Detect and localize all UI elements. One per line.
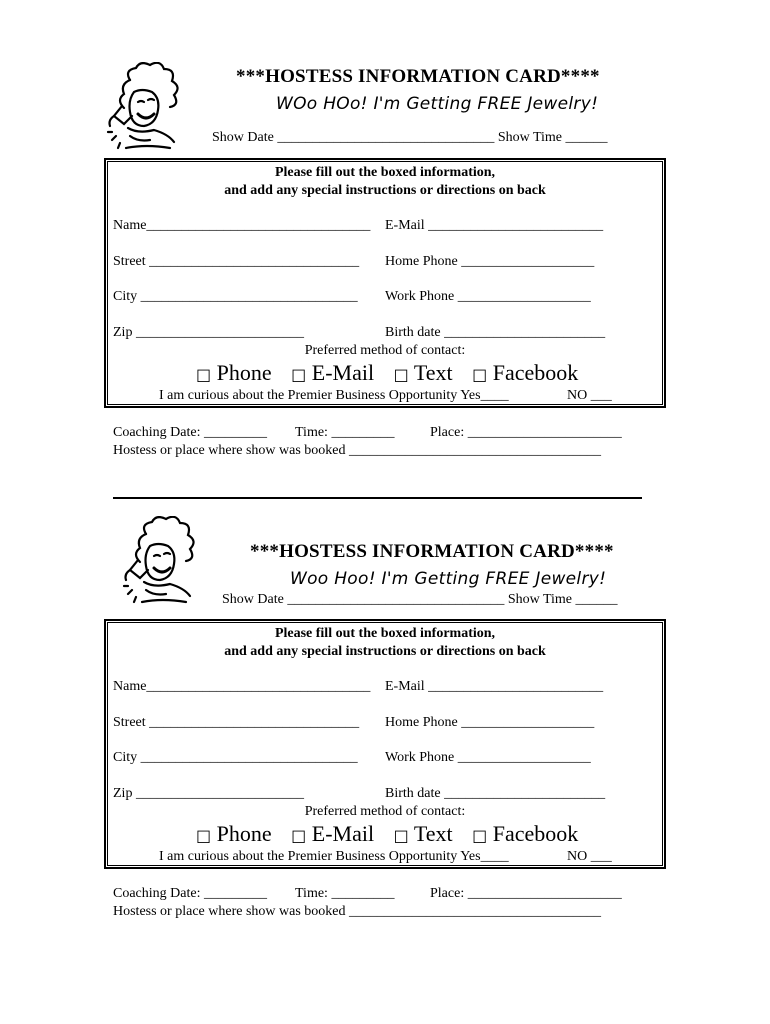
cartoon-woman-on-phone-icon <box>116 516 211 608</box>
card1-box-instruction-1: Please fill out the boxed information, <box>274 165 496 180</box>
card1-opportunity-no-field[interactable]: NO ___ <box>567 388 612 403</box>
card2-email-checkbox[interactable]: □ <box>291 826 307 845</box>
card1-title: ***HOSTESS INFORMATION CARD**** <box>236 66 600 87</box>
cartoon-woman-on-phone-icon <box>100 62 195 154</box>
card2-opportunity-yes-field[interactable]: I am curious about the Premier Business Opportunity Yes____ <box>159 849 509 864</box>
card2-contact-options <box>196 821 578 847</box>
card1-city-field[interactable]: City _______________________________ <box>113 289 358 304</box>
card2-hostess-booked-field[interactable]: Hostess or place where show was booked ____________________________________ <box>113 904 601 919</box>
card2-city-field[interactable]: City _______________________________ <box>113 750 358 765</box>
card-divider <box>113 497 642 499</box>
card1-home-phone-field[interactable]: Home Phone ___________________ <box>385 254 595 269</box>
card2-time-field[interactable]: Time: _________ <box>295 886 395 901</box>
card1-phone-label: Phone <box>216 360 272 385</box>
card2-box-instruction-2: and add any special instructions or directions on back <box>224 644 546 659</box>
card1-text-checkbox[interactable]: □ <box>393 365 409 384</box>
card1-text-label: Text <box>413 360 453 385</box>
card1-time-field[interactable]: Time: _________ <box>295 425 395 440</box>
card2-email-label: E-Mail <box>311 821 375 846</box>
card2-box-instruction-1: Please fill out the boxed information, <box>274 626 496 641</box>
card1-subtitle: WOo HOo! I'm Getting FREE Jewelry! <box>276 94 599 114</box>
card1-email-label: E-Mail <box>311 360 375 385</box>
card1-email-checkbox[interactable]: □ <box>291 365 307 384</box>
card1-zip-field[interactable]: Zip ________________________ <box>113 325 304 340</box>
card1-email-field[interactable]: E-Mail _________________________ <box>385 218 604 233</box>
card2-home-phone-field[interactable]: Home Phone ___________________ <box>385 715 595 730</box>
card2-name-field[interactable]: Name________________________________ <box>113 679 371 694</box>
card1-hostess-booked-field[interactable]: Hostess or place where show was booked ____________________________________ <box>113 443 601 458</box>
card2-zip-field[interactable]: Zip ________________________ <box>113 786 304 801</box>
card2-coaching-date-field[interactable]: Coaching Date: _________ <box>113 886 267 901</box>
card1-street-field[interactable]: Street ______________________________ <box>113 254 360 269</box>
card2-opportunity-no-field[interactable]: NO ___ <box>567 849 612 864</box>
card2-phone-checkbox[interactable]: □ <box>196 826 212 845</box>
card1-contact-options <box>196 360 578 386</box>
card1-facebook-label: Facebook <box>492 360 579 385</box>
card1-preferred-contact-label: Preferred method of contact: <box>304 343 466 358</box>
card2-email-field[interactable]: E-Mail _________________________ <box>385 679 604 694</box>
card1-name-field[interactable]: Name________________________________ <box>113 218 371 233</box>
card2-preferred-contact-label: Preferred method of contact: <box>304 804 466 819</box>
card1-birth-date-field[interactable]: Birth date _______________________ <box>385 325 606 340</box>
card2-facebook-checkbox[interactable]: □ <box>472 826 488 845</box>
card2-birth-date-field[interactable]: Birth date _______________________ <box>385 786 606 801</box>
card2-place-field[interactable]: Place: ______________________ <box>430 886 622 901</box>
card1-phone-checkbox[interactable]: □ <box>196 365 212 384</box>
card1-place-field[interactable]: Place: ______________________ <box>430 425 622 440</box>
card2-show-date-field[interactable]: Show Date _______________________________ Show Time ______ <box>222 592 618 607</box>
card1-show-date-field[interactable]: Show Date _______________________________ Show Time ______ <box>212 130 608 145</box>
card2-work-phone-field[interactable]: Work Phone ___________________ <box>385 750 591 765</box>
card2-phone-label: Phone <box>216 821 272 846</box>
card2-title: ***HOSTESS INFORMATION CARD**** <box>250 541 614 562</box>
card1-box-instruction-2: and add any special instructions or directions on back <box>224 183 546 198</box>
card2-text-checkbox[interactable]: □ <box>393 826 409 845</box>
card1-opportunity-yes-field[interactable]: I am curious about the Premier Business Opportunity Yes____ <box>159 388 509 403</box>
card1-work-phone-field[interactable]: Work Phone ___________________ <box>385 289 591 304</box>
card1-facebook-checkbox[interactable]: □ <box>472 365 488 384</box>
card2-facebook-label: Facebook <box>492 821 579 846</box>
card1-coaching-date-field[interactable]: Coaching Date: _________ <box>113 425 267 440</box>
card2-subtitle: Woo Hoo! I'm Getting FREE Jewelry! <box>290 569 607 589</box>
card2-text-label: Text <box>413 821 453 846</box>
card2-street-field[interactable]: Street ______________________________ <box>113 715 360 730</box>
